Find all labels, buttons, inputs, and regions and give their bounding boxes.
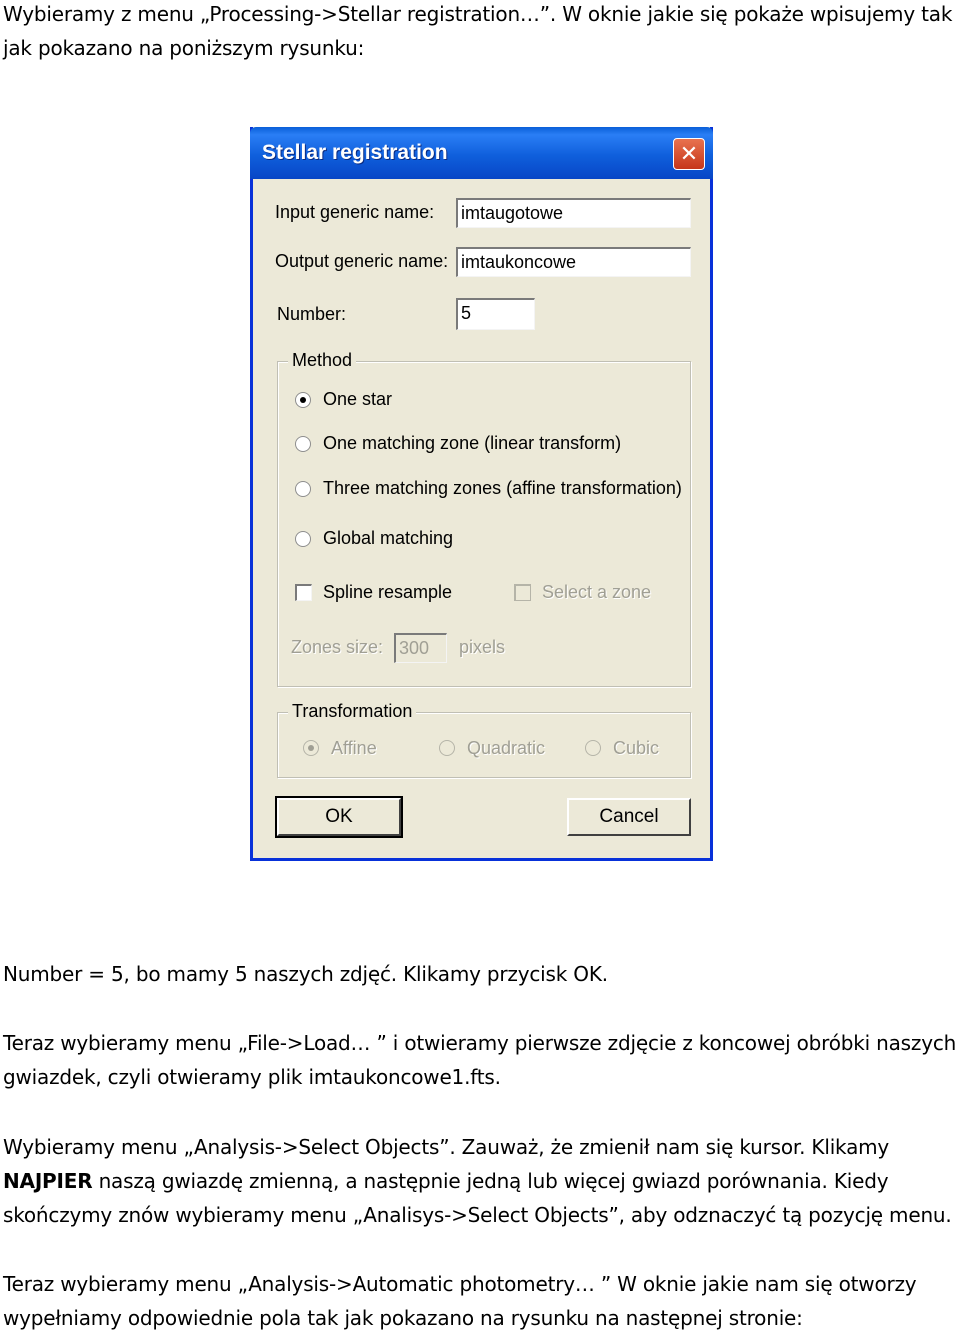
option-quadratic-label: Quadratic [467, 738, 546, 758]
spline-resample-label: Spline resample [323, 582, 453, 602]
option-cubic-label: Cubic [613, 738, 660, 758]
option-affine-label: Affine [331, 738, 377, 758]
method-legend: Method [288, 350, 356, 371]
close-button[interactable] [673, 138, 705, 170]
number-label: Number: [277, 304, 347, 324]
dialog-titlebar[interactable] [250, 127, 713, 179]
select-zone-checkbox[interactable] [514, 584, 531, 601]
output-generic-name-label: Output generic name: [275, 251, 449, 271]
paragraph-number-explanation: Number = 5, bo mamy 5 naszych zdjęć. Klikamy przycisk OK. [3, 962, 608, 986]
spline-resample-checkbox[interactable] [295, 584, 312, 601]
option-one-matching-zone-label: One matching zone (linear transform) [323, 433, 622, 453]
input-generic-name-field[interactable]: imtaugotowe [456, 198, 691, 228]
output-generic-name-field[interactable]: imtaukoncowe [456, 247, 691, 277]
ok-button[interactable]: OK [277, 798, 401, 836]
transformation-legend: Transformation [288, 701, 416, 722]
zones-size-label: Zones size: [291, 637, 384, 657]
radio-cubic[interactable] [585, 740, 601, 756]
close-icon: ✕ [679, 141, 699, 166]
paragraph-select-objects [3, 1130, 958, 1232]
option-three-matching-zones-label: Three matching zones (affine transformation) [323, 478, 682, 498]
option-one-star-label: One star [323, 389, 393, 409]
emphasis-najpier: NAJPIER [3, 1169, 93, 1193]
number-field[interactable]: 5 [456, 298, 535, 330]
cancel-button[interactable]: Cancel [567, 798, 691, 836]
radio-one-star[interactable] [295, 392, 311, 408]
paragraph-select-objects-part1: Wybieramy menu „Analysis->Select Objects”. Zauważ, że zmienił nam się kursor. Klikamy [3, 1135, 890, 1159]
radio-one-matching-zone[interactable] [295, 436, 311, 452]
paragraph-file-load: Teraz wybieramy menu „File->Load… ” i otwieramy pierwsze zdjęcie z koncowej obróbki naszych gwiazdek, czyli otwieramy plik imtaukoncowe1.fts. [3, 1031, 957, 1089]
dialog-title: Stellar registration [262, 141, 448, 164]
zones-size-field[interactable]: 300 [394, 633, 447, 663]
stellar-registration-dialog [250, 127, 713, 861]
paragraph-automatic-photometry: Teraz wybieramy menu „Analysis->Automatic photometry… ” W oknie jakie nam się otworzy wypełniamy odpowiednie pola tak jak pokazano na rysunku na następnej stronie: [3, 1272, 917, 1330]
radio-affine[interactable] [303, 740, 319, 756]
select-zone-label: Select a zone [542, 582, 652, 602]
radio-global-matching[interactable] [295, 531, 311, 547]
paragraph-select-objects-part2: naszą gwiazdę zmienną, a następnie jedną lub więcej gwiazd porównania. Kiedy skończymy znów wybieramy menu „Analisys->Select Objects”, aby odznaczyć tą pozycję menu. [3, 1169, 952, 1227]
input-generic-name-label: Input generic name: [275, 202, 435, 222]
pixels-label: pixels [459, 637, 506, 657]
radio-three-matching-zones[interactable] [295, 481, 311, 497]
option-global-matching-label: Global matching [323, 528, 454, 548]
radio-quadratic[interactable] [439, 740, 455, 756]
intro-paragraph: Wybieramy z menu „Processing->Stellar registration…”. W oknie jakie się pokaże wpisujemy tak jak pokazano na poniższym rysunku: [3, 2, 953, 60]
